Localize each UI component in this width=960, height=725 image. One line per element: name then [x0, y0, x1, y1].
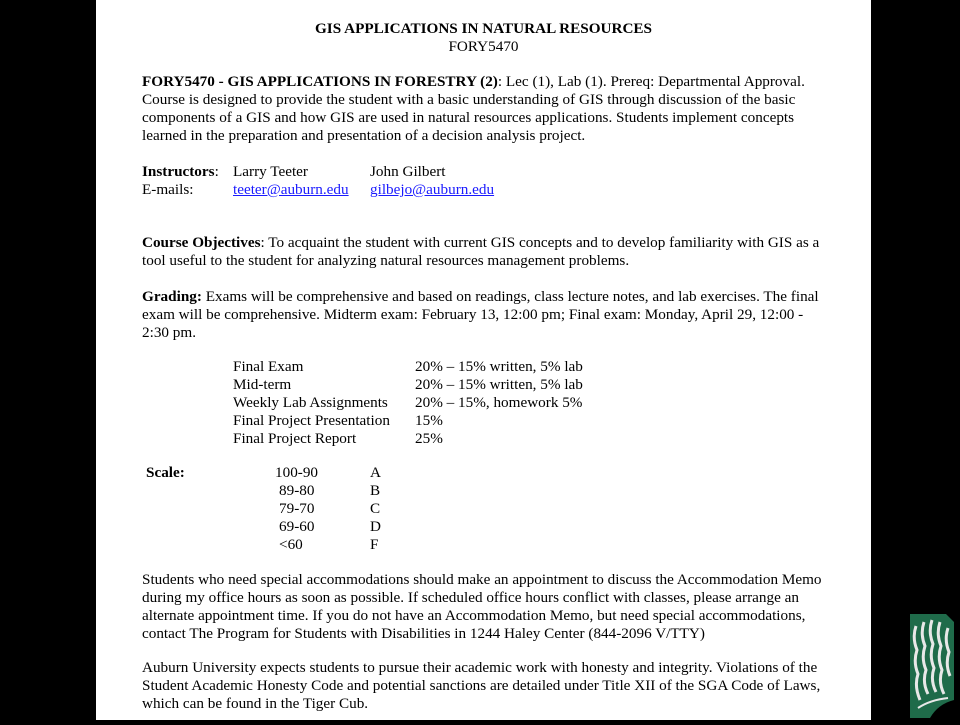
grading-label: Grading: [142, 288, 202, 305]
grade-item-weight: 15% [415, 412, 443, 429]
scale-range: 69-60 [279, 518, 315, 535]
grading-line: Grading: Exams will be comprehensive and based on readings, class lecture notes, and lab exercises. The final [142, 288, 819, 305]
document-page [96, 0, 871, 720]
accommodations-line: Students who need special accommodations should make an appointment to discuss the Accommodation Memo [142, 571, 822, 588]
scale-range: 100-90 [275, 464, 319, 481]
instructors-label: Instructors: [142, 163, 219, 180]
scale-grade: A [370, 464, 381, 481]
scale-range: <60 [279, 536, 303, 553]
email-link[interactable]: teeter@auburn.edu [233, 181, 349, 198]
honesty-line: which can be found in the Tiger Cub. [142, 695, 369, 712]
university-logo-icon [908, 608, 956, 720]
honesty-line: Auburn University expects students to pursue their academic work with honesty and integrity. Violations of the [142, 659, 818, 676]
grade-item-name: Final Project Presentation [233, 412, 390, 429]
grading-line: exam will be comprehensive. Midterm exam: February 13, 12:00 pm; Final exam: Monday, April 29, 12:00 - [142, 306, 804, 323]
course-meta: : Lec (1), Lab (1). Prereq: Departmental Approval. [497, 73, 805, 90]
grade-item-name: Weekly Lab Assignments [233, 394, 388, 411]
scale-range: 79-70 [279, 500, 315, 517]
grade-item-name: Final Project Report [233, 430, 357, 447]
grade-item-weight: 20% – 15%, homework 5% [415, 394, 583, 411]
scale-grade: F [370, 536, 379, 553]
emails-label: E-mails: [142, 181, 194, 198]
instructor-name: John Gilbert [370, 163, 446, 180]
description-line: Course is designed to provide the student with a basic understanding of GIS through discussion of the basic [142, 91, 796, 108]
scale-grade: B [370, 482, 381, 499]
scale-grade: C [370, 500, 381, 517]
honesty-line: Student Academic Honesty Code and potential sanctions are detailed under Title XII of the SGA Code of Laws, [142, 677, 821, 694]
instructor-name: Larry Teeter [233, 163, 308, 180]
accommodations-line: during my office hours as soon as possible. If scheduled office hours conflict with classes, please arrange an [142, 589, 799, 606]
course-code: FORY5470 [448, 38, 519, 55]
grade-item-weight: 20% – 15% written, 5% lab [415, 376, 583, 393]
grade-item-name: Mid-term [233, 376, 292, 393]
grade-item-name: Final Exam [233, 358, 304, 375]
grade-item-weight: 20% – 15% written, 5% lab [415, 358, 583, 375]
email-link[interactable]: gilbejo@auburn.edu [370, 181, 495, 198]
course-heading: FORY5470 - GIS APPLICATIONS IN FORESTRY (2) [142, 73, 498, 90]
objectives-line: Course Objectives: To acquaint the student with current GIS concepts and to develop familiarity with GIS as a [142, 234, 820, 251]
scale-grade: D [370, 518, 381, 535]
grading-line: 2:30 pm. [142, 324, 197, 341]
accommodations-line: alternate appointment time. If you do not have an Accommodation Memo, but need special accommodations, [142, 607, 806, 624]
description-line: learned in the preparation and presentation of a decision analysis project. [142, 127, 586, 144]
objectives-label: Course Objectives [142, 234, 261, 251]
accommodations-line: contact The Program for Students with Disabilities in 1244 Haley Center (844-2096 V/TTY) [142, 625, 705, 642]
objectives-line: tool useful to the student for analyzing natural resources management problems. [142, 252, 630, 269]
description-first-line [142, 73, 805, 91]
description-line: components of a GIS and how GIS are used in natural resources applications. Students implement concepts [142, 109, 795, 126]
grade-item-weight: 25% [415, 430, 443, 447]
scale-label: Scale: [146, 464, 185, 481]
page-title: GIS APPLICATIONS IN NATURAL RESOURCES [314, 20, 652, 37]
scale-range: 89-80 [279, 482, 315, 499]
